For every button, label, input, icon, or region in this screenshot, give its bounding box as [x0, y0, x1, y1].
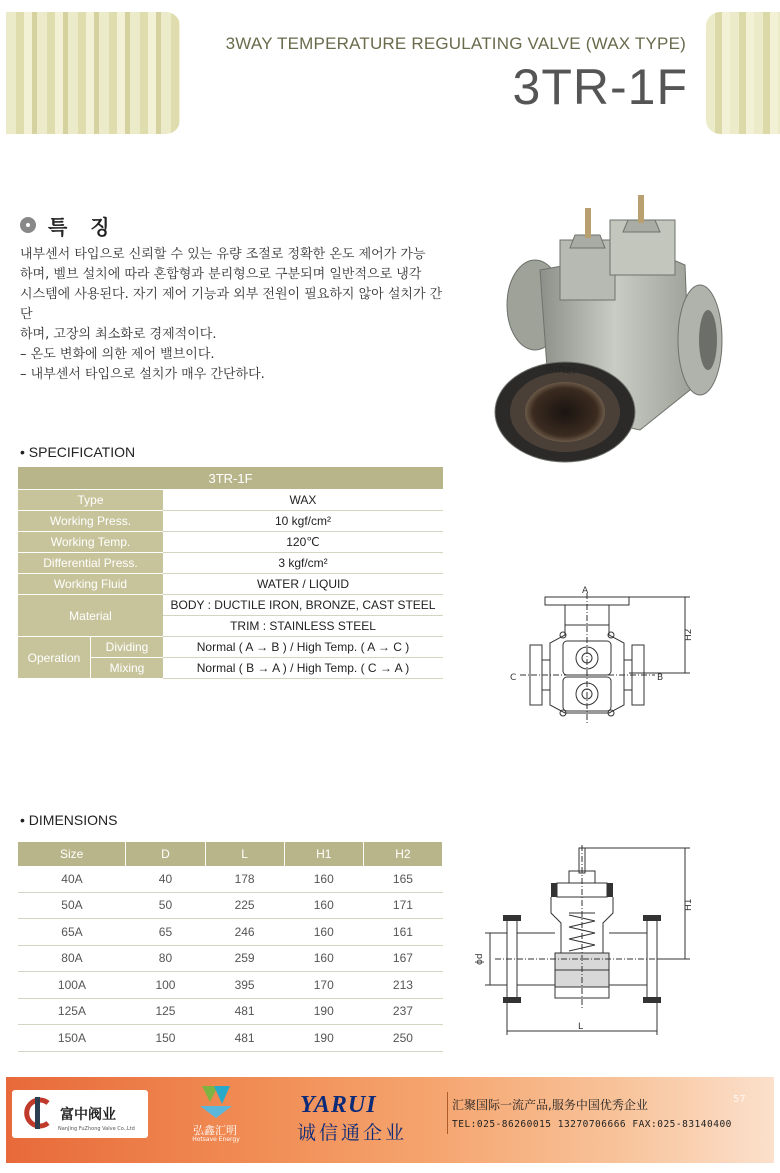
- spec-row: [18, 532, 443, 553]
- features-line: 시스템에 사용된다. 자기 제어 기능과 외부 전원이 필요하지 않아 설치가 간단: [20, 287, 443, 322]
- spec-press-value: 10 kgf/cm²: [163, 511, 443, 532]
- spec-type-label: Type: [18, 490, 163, 511]
- dims-cell: 40: [126, 866, 205, 892]
- fuzhong-logo-icon: [18, 1095, 56, 1131]
- features-line: 내부센서 타입으로 신뢰할 수 있는 유량 조절로 정확한 온도 제어가 가능: [20, 247, 426, 262]
- spec-row: [18, 574, 443, 595]
- dims-header-row: [18, 842, 443, 866]
- table-row: [18, 998, 443, 1025]
- dims-cell: 250: [363, 1025, 442, 1052]
- footer-divider: [447, 1092, 448, 1134]
- spec-temp-label: Working Temp.: [18, 532, 163, 553]
- hotsave-logo-name: 弘鑫汇明: [193, 1124, 237, 1137]
- dims-cell: 160: [284, 919, 363, 946]
- dims-cell: 40A: [18, 866, 126, 892]
- dims-cell: 213: [363, 972, 442, 999]
- dims-cell: 150A: [18, 1025, 126, 1052]
- spec-row: [18, 553, 443, 574]
- features-text: [20, 245, 450, 385]
- valve-front-diagram: [505, 585, 705, 735]
- dims-cell: 100: [126, 972, 205, 999]
- header-decor-left: [6, 12, 180, 134]
- dims-cell: 246: [205, 919, 284, 946]
- features-line: – 온도 변화에 의한 제어 밸브이다.: [20, 347, 215, 362]
- spec-model-header: 3TR-1F: [18, 467, 443, 490]
- spec-diff-value: 3 kgf/cm²: [163, 553, 443, 574]
- table-row: [18, 892, 443, 919]
- dims-cell: 167: [363, 945, 442, 972]
- dims-cell: 65: [126, 919, 205, 946]
- spec-diff-label: Differential Press.: [18, 553, 163, 574]
- dims-cell: 161: [363, 919, 442, 946]
- features-line: – 내부센서 타입으로 설치가 매우 간단하다.: [20, 367, 265, 382]
- specification-table: [18, 467, 443, 679]
- table-row: [18, 972, 443, 999]
- dimensions-table: [18, 842, 443, 1052]
- features-line: 하며, 벨브 설치에 따라 혼합형과 분리형으로 구분되며 일반적으로 냉각: [20, 267, 422, 282]
- valve-product-photo: [490, 190, 740, 490]
- spec-type-value: WAX: [163, 490, 443, 511]
- spec-fluid-label: Working Fluid: [18, 574, 163, 595]
- spec-row: [18, 511, 443, 532]
- footer-contact: TEL:025-86260015 13270706666 FAX:025-83140400: [452, 1119, 732, 1130]
- dim-h2-label: H2: [684, 628, 694, 641]
- dims-cell: 160: [284, 866, 363, 892]
- dims-cell: 178: [205, 866, 284, 892]
- dims-cell: 125A: [18, 998, 126, 1025]
- dims-cell: 171: [363, 892, 442, 919]
- dims-cell: 100A: [18, 972, 126, 999]
- spec-row: [18, 637, 443, 658]
- dims-cell: 160: [284, 945, 363, 972]
- port-b-label: B: [657, 673, 664, 683]
- dims-cell: 190: [284, 998, 363, 1025]
- spec-mixing-value: Normal ( B → A ) / High Temp. ( C → A ): [163, 658, 443, 679]
- features-line: 하며, 고장의 최소화로 경제적이다.: [20, 327, 217, 342]
- product-model-title: 3TR-1F: [512, 59, 688, 115]
- dims-cell: 80A: [18, 945, 126, 972]
- bullet-circle-icon: [20, 217, 36, 233]
- dim-l-label: L: [578, 1022, 584, 1032]
- port-a-label: A: [582, 586, 589, 596]
- yarui-logo-name: 诚信通企业: [297, 1122, 408, 1144]
- dims-cell: 170: [284, 972, 363, 999]
- dim-d-label: ϕd: [475, 953, 485, 965]
- yarui-logo-mark: YARUI: [300, 1092, 377, 1118]
- spec-fluid-value: WATER / LIQUID: [163, 574, 443, 595]
- dims-cell: 50A: [18, 892, 126, 919]
- spec-material-trim: TRIM : STAINLESS STEEL: [163, 616, 443, 637]
- page-number: 57: [733, 1094, 746, 1105]
- dims-col-size: Size: [18, 842, 126, 866]
- dims-col-d: D: [126, 842, 205, 866]
- dims-col-l: L: [205, 842, 284, 866]
- dims-cell: 150: [126, 1025, 205, 1052]
- spec-row: [18, 595, 443, 616]
- dim-h1-label: H1: [684, 898, 694, 911]
- dims-cell: 165: [363, 866, 442, 892]
- table-row: [18, 866, 443, 892]
- spec-row: [18, 490, 443, 511]
- dims-cell: 481: [205, 998, 284, 1025]
- dims-cell: 65A: [18, 919, 126, 946]
- footer-slogan: 汇聚国际一流产品,服务中国优秀企业: [452, 1098, 648, 1112]
- dims-cell: 395: [205, 972, 284, 999]
- dims-cell: 160: [284, 892, 363, 919]
- spec-press-label: Working Press.: [18, 511, 163, 532]
- spec-material-label: Material: [18, 595, 163, 637]
- specification-label: • SPECIFICATION: [20, 444, 136, 460]
- hotsave-logo-sub: Hotsave Energy: [192, 1136, 240, 1143]
- table-row: [18, 945, 443, 972]
- dims-cell: 125: [126, 998, 205, 1025]
- features-heading: [20, 210, 118, 240]
- table-row: [18, 919, 443, 946]
- valve-section-diagram: [465, 843, 705, 1048]
- table-row: [18, 1025, 443, 1052]
- dims-cell: 237: [363, 998, 442, 1025]
- outlet-label: OUTLET: [544, 363, 578, 377]
- product-subtitle: 3WAY TEMPERATURE REGULATING VALVE (WAX TYPE): [225, 34, 686, 53]
- spec-dividing-label: Dividing: [91, 637, 164, 658]
- dims-cell: 50: [126, 892, 205, 919]
- features-title: 특 징: [48, 214, 118, 239]
- spec-dividing-value: Normal ( A → B ) / High Temp. ( A → C ): [163, 637, 443, 658]
- spec-temp-value: 120℃: [163, 532, 443, 553]
- header-decor-right: [706, 12, 780, 134]
- fuzhong-logo-name: 富中阀业: [60, 1107, 116, 1123]
- dims-cell: 190: [284, 1025, 363, 1052]
- spec-operation-label: Operation: [18, 637, 91, 679]
- dimensions-label: • DIMENSIONS: [20, 812, 118, 828]
- spec-header-row: [18, 467, 443, 490]
- dims-cell: 259: [205, 945, 284, 972]
- dims-cell: 225: [205, 892, 284, 919]
- port-c-label: C: [510, 673, 517, 683]
- spec-material-body: BODY : DUCTILE IRON, BRONZE, CAST STEEL: [163, 595, 443, 616]
- dims-col-h1: H1: [284, 842, 363, 866]
- spec-mixing-label: Mixing: [91, 658, 164, 679]
- hotsave-logo-icon: [196, 1082, 236, 1120]
- fuzhong-logo-sub: NanJing FuZhong Valve Co.,Ltd: [58, 1126, 135, 1132]
- dims-cell: 80: [126, 945, 205, 972]
- dims-cell: 481: [205, 1025, 284, 1052]
- dims-col-h2: H2: [363, 842, 442, 866]
